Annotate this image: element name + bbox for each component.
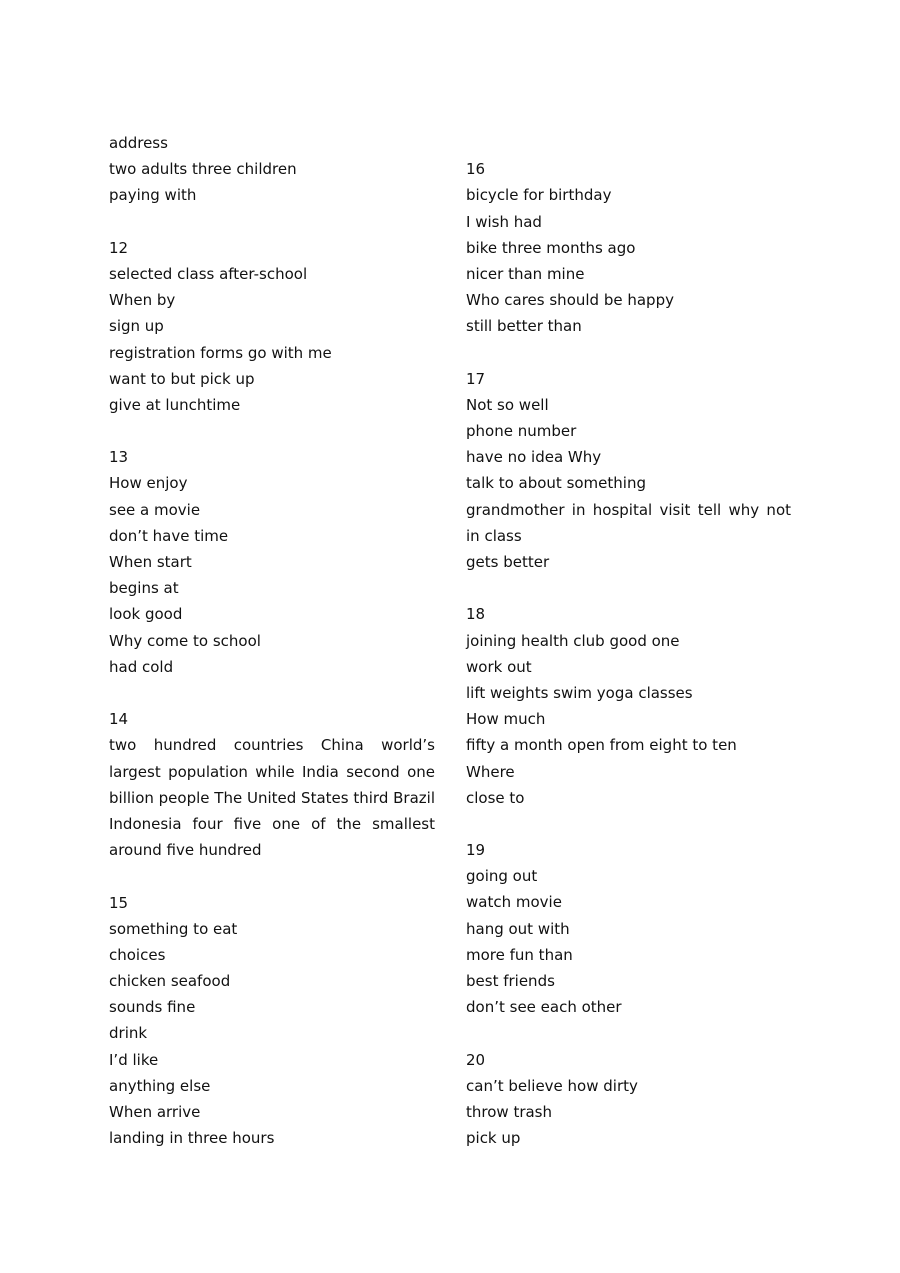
answer-line: hang out with [466,919,570,938]
answer-line: Why come to school [109,631,261,650]
answer-line: When by [109,291,176,310]
answer-line: bicycle for birthday [466,186,612,205]
item-number: 14 [109,710,129,729]
answer-line: Not so well [466,395,549,414]
item-number: 12 [109,238,129,257]
answer-line: more fun than [466,945,573,964]
answer-line: I’d like [109,1050,159,1069]
right-column [466,130,791,1151]
answer-line: Who cares should be happy [466,291,674,310]
answer-line: sounds fine [109,998,196,1017]
item-number: 15 [109,893,129,912]
answer-line: When arrive [109,1103,201,1122]
item-number: 17 [466,369,486,388]
answer-line: work out [466,657,532,676]
answer-line: selected class after-school [109,264,308,283]
spacer [466,575,791,601]
answer-line: registration forms go with me [109,343,332,362]
spacer [109,418,435,444]
answer-line: best friends [466,972,555,991]
spacer [466,340,791,366]
answer-line: chicken seafood [109,972,231,991]
answer-line: lift weights swim yoga classes [466,683,693,702]
answer-line: don’t have time [109,526,229,545]
answer-line: watch movie [466,893,562,912]
spacer [109,209,435,235]
answer-line: have no idea Why [466,448,602,467]
answer-line: joining health club good one [466,631,680,650]
left-column [109,130,435,1151]
spacer [466,811,791,837]
answer-line: had cold [109,657,174,676]
answer-line: How enjoy [109,474,188,493]
answer-line: landing in three hours [109,1129,275,1148]
answer-line: pick up [466,1129,521,1148]
answer-line: I wish had [466,212,542,231]
answer-line: begins at [109,579,179,598]
answer-line: want to but pick up [109,369,255,388]
answer-paragraph: grandmother in hospital visit tell why not in class [466,500,791,545]
answer-line: choices [109,945,166,964]
spacer [466,1020,791,1046]
spacer [466,130,791,156]
answer-line: nicer than mine [466,264,585,283]
item-number: 16 [466,160,486,179]
item-number: 18 [466,605,486,624]
answer-line: two adults three children [109,160,297,179]
answer-line: see a movie [109,500,201,519]
spacer [109,863,435,889]
item-number: 13 [109,448,129,467]
answer-line: paying with [109,186,197,205]
answer-paragraph: two hundred countries China world’s largest population while India second one billion people The United States third Brazil Indonesia four five one of the smallest around five hundred [109,736,435,860]
answer-line: fifty a month open from eight to ten [466,736,737,755]
answer-line: drink [109,1024,148,1043]
answer-line: gets better [466,553,550,572]
answer-line: address [109,134,168,152]
answer-line: bike three months ago [466,238,636,257]
answer-line: sign up [109,317,164,336]
answer-line: phone number [466,422,577,441]
answer-line: close to [466,788,525,807]
answer-line: throw trash [466,1102,553,1121]
answer-line: How much [466,710,546,729]
item-number: 20 [466,1050,486,1069]
answer-line: something to eat [109,919,238,938]
answer-line: can’t believe how dirty [466,1076,638,1095]
answer-line: don’t see each other [466,998,622,1017]
answer-line: talk to about something [466,474,646,493]
answer-line: going out [466,867,538,886]
answer-line: look good [109,605,183,624]
answer-line: When start [109,553,192,571]
answer-line: give at lunchtime [109,395,241,414]
answer-line: still better than [466,317,582,336]
answer-line: anything else [109,1076,211,1095]
answer-line: Where [466,762,515,781]
spacer [109,680,435,706]
item-number: 19 [466,841,486,860]
